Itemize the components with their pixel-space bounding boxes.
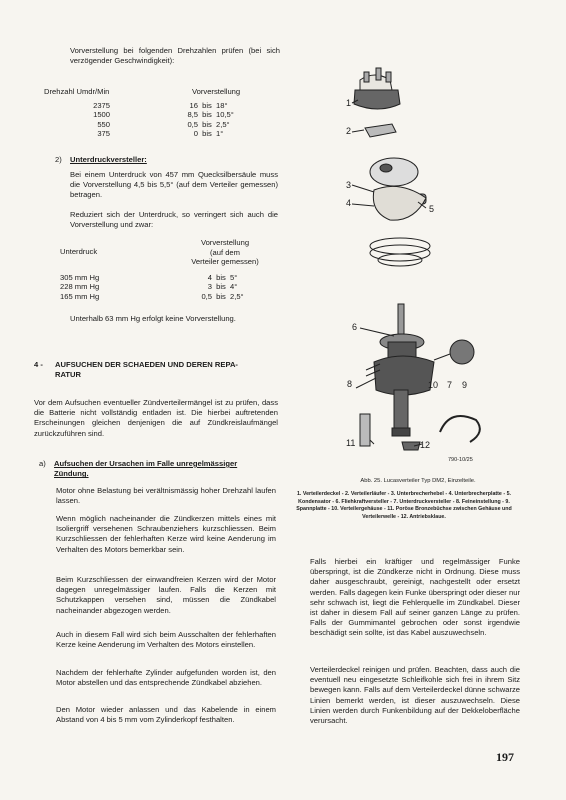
clamp-plate-part [440, 416, 480, 442]
table-row: 550 0,5 bis 2,5° [97, 119, 230, 129]
rotor-part [365, 124, 396, 137]
callout-6: 6 [352, 322, 358, 332]
rpm-advance-table [44, 87, 272, 139]
below63-paragraph: Unterhalb 63 mm Hg erfolgt keine Vorverstellung. [70, 314, 236, 323]
callout-9: 9 [462, 380, 468, 390]
advance-header-2: (auf dem [210, 247, 240, 257]
callout-4: 4 [346, 198, 352, 208]
advance-header-1: Vorverstellung [200, 238, 250, 247]
falls-paragraph: Falls hierbei ein kräftiger und regelmässiger Funke überspringt, ist die Zündkerze nicht in Ordnung. Diese muss daher ausgeschraubt, gereinigt, nachgestellt oder ersetzt werden. Falls dagegen kein Funke überspringt oder dieser nur sehr schwach ist, liegt die Fehlerquelle im Zündkabel. Dieser ist daher in diesem Fall auf seiner ganzen Länge zu prüfen. Falls der Gummimantel gebrochen oder sonst irgendwie beschädigt sein sollte, ist das Kabel auszuwechseln. [310, 557, 520, 638]
page-number: 197 [496, 750, 514, 764]
advance-header: Vorverstellung [192, 87, 241, 96]
beim-paragraph: Beim Kurzschliessen der einwandfreien Kerzen wird der Motor dagegen unregelmässiger laufen. Falls die Kerzen mit Schutzkappen versehen sind, müssen die Zündkabel nacheinander abgezogen werden. [56, 575, 276, 615]
breaker-plate-part [370, 158, 430, 266]
subsection-heading: a) Aufsuchen der Ursachen im Falle unregelmässiger Zündung. [39, 459, 238, 479]
vacuum-advance-table [60, 238, 278, 302]
vacuum-header: Unterdruck [60, 247, 98, 257]
rpm-header: Drehzahl Umdr/Min [44, 87, 110, 96]
auch-paragraph: Auch in diesem Fall wird sich beim Ausschalten der fehlerhaften Kerze keine Aenderung im Verhalten des Motors einstellen. [56, 630, 276, 650]
nachdem-paragraph: Nachdem der fehlerhafte Zylinder aufgefunden worden ist, den Motor abstellen und das entsprechende Zündkabel abziehen. [56, 668, 276, 688]
subsection-heading: 2) Unterdruckversteller: [55, 155, 147, 164]
motor-paragraph: Motor ohne Belastung bei verältnismässig hoher Drehzahl laufen lassen. [56, 486, 276, 506]
callout-12: 12 [420, 440, 431, 450]
callout-10: 10 [428, 380, 439, 390]
driving-dog-part [402, 442, 420, 450]
table-row: 1500 8,5 bis 10,5° [93, 110, 234, 120]
den-paragraph: Den Motor wieder anlassen und das Kabelende in einem Abstand von 4 bis 5 mm vom Zylinderkopf festhalten. [56, 705, 276, 725]
callout-8: 8 [347, 379, 353, 389]
figure-caption: Abb. 25. Lucasverteiler Typ DM2, Einzelteile. [360, 478, 476, 484]
bronze-bush-part [360, 414, 370, 446]
callout-2: 2 [346, 126, 352, 136]
table-row: 375 0 bis 1° [97, 129, 224, 139]
table-row: 165 mm Hg 0,5 bis 2,5° [60, 291, 244, 301]
intro-paragraph: Vorverstellung bei folgenden Drehzahlen prüfen (bei sich verzögender Geschwindigkeit): [70, 46, 280, 66]
before-paragraph: Vor dem Aufsuchen eventueller Zündverteilermängel ist zu prüfen, dass die Batterie nicht vollständig entladen ist. Die hierbei auftretenden Erscheinungen gleichen denjenigen die auf Zündkreislaufmängel zurückzuführen sind. [34, 398, 278, 438]
figure-reference: 790-10/25 [448, 457, 473, 463]
verteiler-paragraph: Verteilerdeckel reinigen und prüfen. Beachten, dass auch die eventuell neu eingesetzte Schleifkohle sich frei in ihrem Sitz bewegen kann. Falls auf dem Verteilerdeckel dünne schwarze Linien bemerkt werden, ist dieser auszuwechseln. Diese Linien werden durch Funkenbildung auf der Dekkeloberfläche verursacht. [310, 665, 520, 726]
distributor-exploded-diagram [330, 60, 490, 455]
distributor-housing-part [374, 356, 434, 436]
section-heading: 4 - AUFSUCHEN DER SCHAEDEN UND DEREN REPA- RATUR [34, 360, 238, 380]
distributor-cap-part [354, 68, 400, 109]
centrifugal-advance-part [380, 304, 424, 358]
callout-5: 5 [429, 204, 435, 214]
callout-1: 1 [346, 98, 352, 108]
callout-11: 11 [346, 438, 356, 448]
vacuum-unit-part [434, 340, 474, 364]
vacuum-paragraph: Bei einem Unterdruck von 457 mm Quecksilbersäule muss die Vorverstellung 4,5 bis 5,5° (auf dem Verteiler gemessen) betragen. [70, 170, 278, 200]
reduced-paragraph: Reduziert sich der Unterdruck, so verringert sich auch die Vorverstellung und zwar: [70, 210, 278, 230]
advance-header-3: Verteiler gemessen) [191, 257, 259, 267]
wenn-paragraph: Wenn möglich nacheinander die Zündkerzen mittels eines mit Isoliergriff versehenen Schraubenziehers kurzschliessen. Beim Kurzschliessen der fehlerhaften Kerze wird keine Aenderung im Verhalten des Motors bemerkbar sein. [56, 514, 276, 554]
table-row: 2375 16 bis 18° [93, 100, 228, 110]
callout-7: 7 [447, 380, 453, 390]
callout-3: 3 [346, 180, 352, 190]
table-row: 305 mm Hg 4 bis 5° [60, 272, 238, 282]
figure-legend: 1. Verteilerdeckel - 2. Verteilerläufer - 3. Unterbrecherhebel - 4. Unterbrecherplatte - 5. Kondensator - 6. Fliehkraftversteller - 7. Unterdruckversteller - 8. Feineinstellung - 9. Spannplatte - 10. Verteilergehäuse - 11. Poröse Bronzebüchse zwischen Gehäuse und Verteilerwelle - 12. Antriebsklaue. [296, 491, 512, 520]
table-row: 228 mm Hg 3 bis 4° [60, 282, 238, 292]
